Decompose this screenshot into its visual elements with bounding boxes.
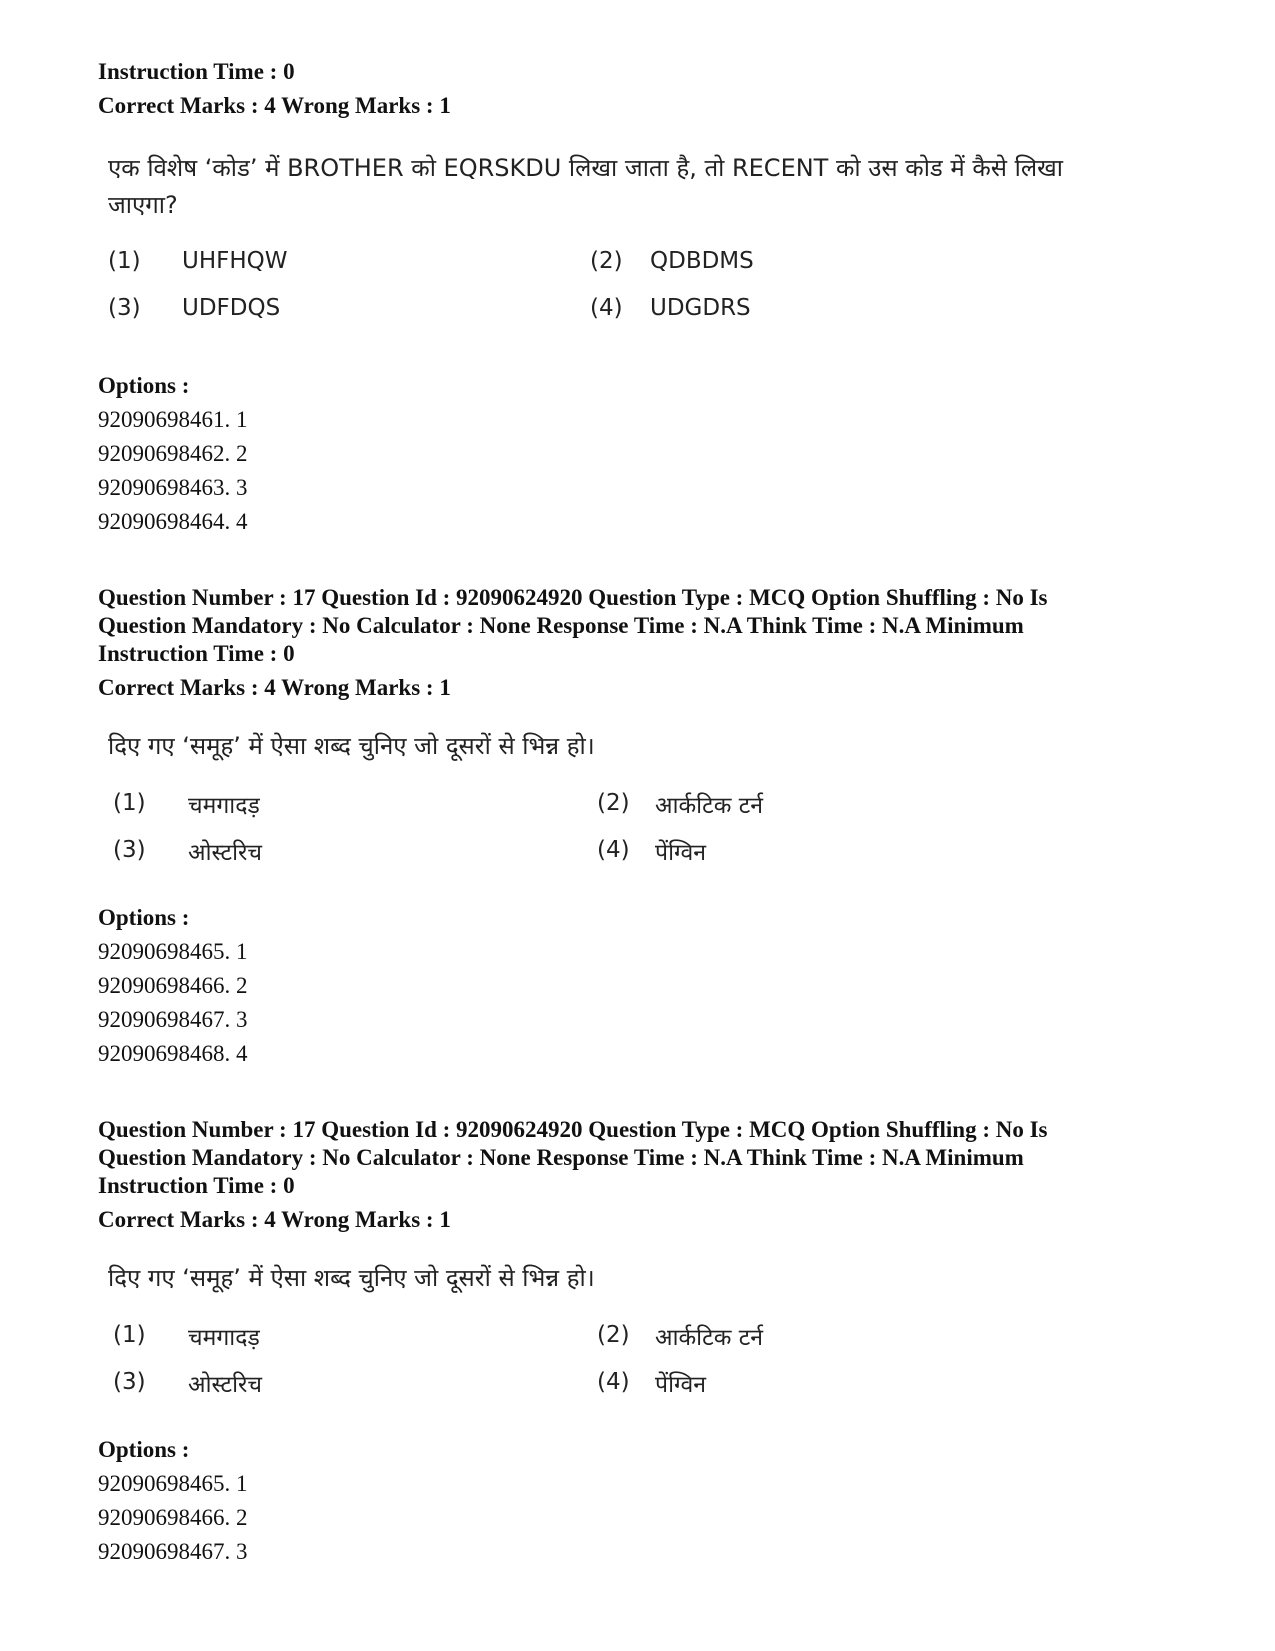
instruction-time: Instruction Time : 0 (98, 1173, 295, 1198)
choice-number: (1) (113, 1322, 146, 1348)
option-id: 92090698468. 4 (98, 1041, 248, 1066)
choice-number: (4) (597, 1369, 630, 1395)
choice-text: ओस्टरिच (188, 1372, 263, 1398)
question-header: Question Number : 17 Question Id : 92090624920 Question Type : MCQ Option Shuffling : No Is (98, 585, 1048, 610)
option-id: 92090698465. 1 (98, 1471, 248, 1496)
options-label: Options : (98, 1437, 190, 1462)
choice-text: पेंग्विन (655, 840, 707, 866)
choice-number: (3) (108, 295, 141, 321)
choice-text: UDGDRS (650, 295, 751, 321)
marks-line: Correct Marks : 4 Wrong Marks : 1 (98, 93, 451, 118)
question-text: दिए गए ‘समूह’ में ऐसा शब्द चुनिए जो दूसरों से भिन्न हो। (108, 732, 595, 760)
choice-text: चमगादड़ (188, 793, 260, 819)
choice-number: (4) (597, 837, 630, 863)
question-text: एक विशेष ‘कोड’ में BROTHER को EQRSKDU लिखा जाता है, तो RECENT को उस कोड में कैसे लिखा जाएगा? (108, 154, 1063, 219)
choice-text: पेंग्विन (655, 1372, 707, 1398)
instruction-time: Instruction Time : 0 (98, 641, 295, 666)
choice-text: आर्कटिक टर्न (655, 793, 764, 819)
choice-text: UDFDQS (182, 295, 281, 321)
choice-number: (2) (597, 790, 630, 816)
marks-line: Correct Marks : 4 Wrong Marks : 1 (98, 675, 451, 700)
choice-text: UHFHQW (182, 248, 288, 274)
option-id: 92090698466. 2 (98, 973, 248, 998)
choice-text: आर्कटिक टर्न (655, 1325, 764, 1351)
choice-number: (3) (113, 1369, 146, 1395)
choice-text: QDBDMS (650, 248, 754, 274)
option-id: 92090698463. 3 (98, 475, 248, 500)
option-id: 92090698467. 3 (98, 1007, 248, 1032)
choice-text: ओस्टरिच (188, 840, 263, 866)
question-text: दिए गए ‘समूह’ में ऐसा शब्द चुनिए जो दूसरों से भिन्न हो। (108, 1264, 595, 1292)
question-header: Question Mandatory : No Calculator : None Response Time : N.A Think Time : N.A Minimum (98, 613, 1024, 638)
option-id: 92090698462. 2 (98, 441, 248, 466)
choice-number: (2) (597, 1322, 630, 1348)
choice-number: (2) (590, 248, 623, 274)
option-id: 92090698467. 3 (98, 1539, 248, 1564)
choice-number: (1) (108, 248, 141, 274)
options-label: Options : (98, 905, 190, 930)
choice-text: चमगादड़ (188, 1325, 260, 1351)
option-id: 92090698464. 4 (98, 509, 248, 534)
option-id: 92090698466. 2 (98, 1505, 248, 1530)
instruction-time: Instruction Time : 0 (98, 59, 295, 84)
question-header: Question Number : 17 Question Id : 92090624920 Question Type : MCQ Option Shuffling : No Is (98, 1117, 1048, 1142)
option-id: 92090698465. 1 (98, 939, 248, 964)
marks-line: Correct Marks : 4 Wrong Marks : 1 (98, 1207, 451, 1232)
question-header: Question Mandatory : No Calculator : None Response Time : N.A Think Time : N.A Minimum (98, 1145, 1024, 1170)
choice-number: (4) (590, 295, 623, 321)
choice-number: (3) (113, 837, 146, 863)
choice-number: (1) (113, 790, 146, 816)
options-label: Options : (98, 373, 190, 398)
option-id: 92090698461. 1 (98, 407, 248, 432)
